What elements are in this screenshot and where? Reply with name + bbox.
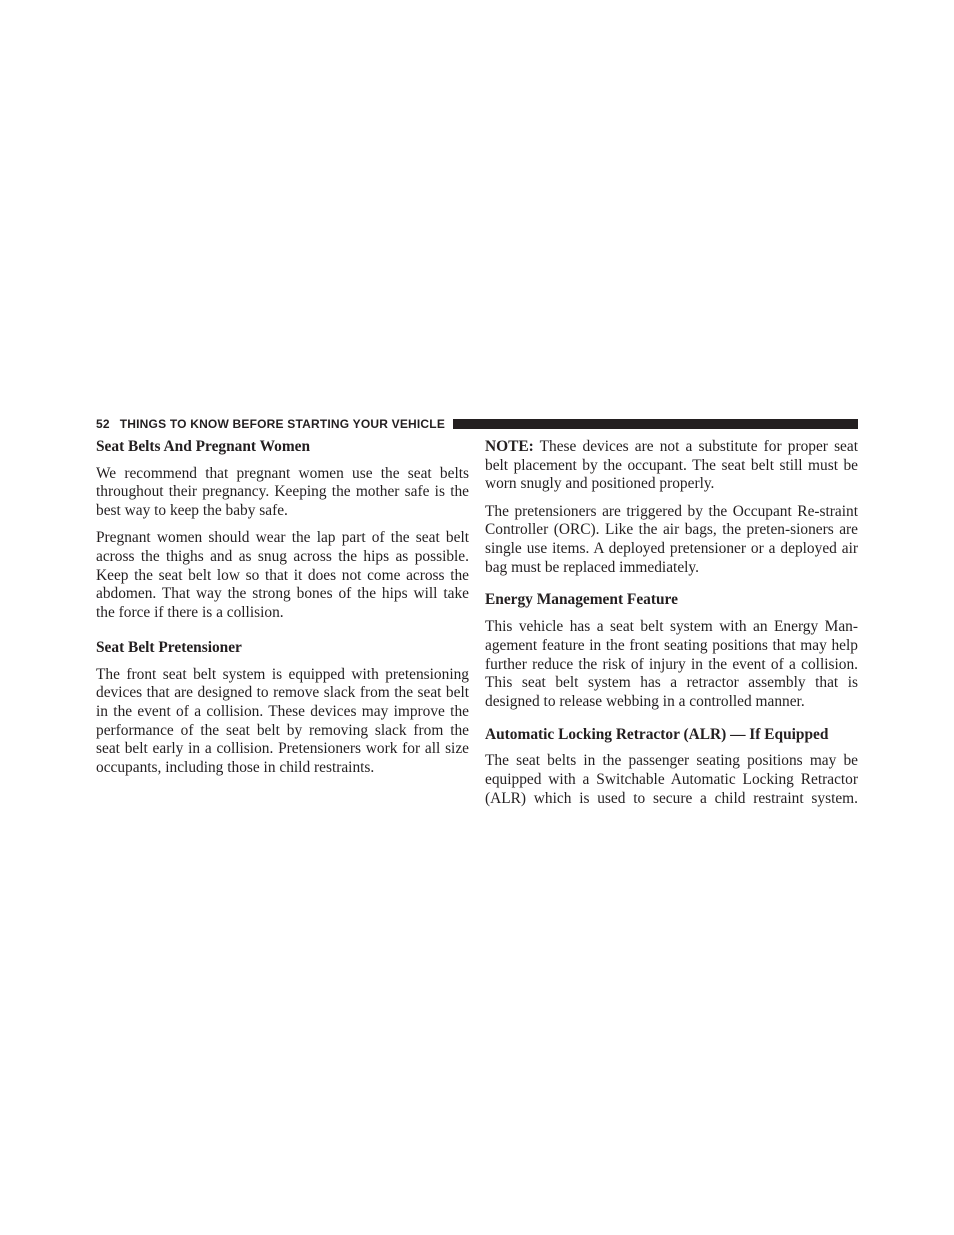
paragraph-alr: The seat belts in the passenger seating positions may be equipped with a Switchable Automatic Locking Retractor (ALR) which is used to secure a child restraint system.	[485, 752, 858, 807]
note-label: NOTE:	[485, 438, 534, 455]
heading-pregnant-women: Seat Belts And Pregnant Women	[96, 438, 311, 455]
paragraph-pregnant-recommendation: We recommend that pregnant women use the seat belts throughout their pregnancy. Keeping the mother safe is the best way to keep the baby safe.	[96, 464, 469, 520]
paragraph-pretensioner: The front seat belt system is equipped with pretensioning devices that are designed to remove slack from the seat belt in the event of a collision. These devices may improve the performance of the seat belt by removing slack from the seat belt early in a collision. Pretensioners work for all size occupants, including those in child restraints.	[96, 665, 469, 777]
heading-energy-management: Energy Management Feature	[485, 591, 678, 609]
page-header	[96, 415, 858, 433]
page-number: 52	[96, 417, 110, 431]
paragraph-note	[485, 438, 858, 494]
left-column	[96, 438, 469, 786]
note-text: These devices are not a substitute for proper seat belt placement by the occupant. The seat belt still must be worn snugly and positioned properly.	[485, 438, 858, 493]
right-column	[485, 438, 858, 817]
paragraph-pregnant-lap-belt: Pregnant women should wear the lap part of the seat belt across the thighs and as snug across the hips as possible. Keep the seat belt low so that it does not come across the abdomen. That way the strong bones of the hips will take the force if there is a collision.	[96, 529, 469, 622]
header-rule-bar	[453, 419, 858, 429]
section-title: THINGS TO KNOW BEFORE STARTING YOUR VEHICLE	[119, 417, 446, 431]
paragraph-energy-management: This vehicle has a seat belt system with an Energy Man-agement feature in the front seating positions that may help further reduce the risk of injury in the event of a collision. This seat belt system has a retractor assembly that is designed to release webbing in a controlled manner.	[485, 618, 858, 710]
paragraph-pretensioner-trigger: The pretensioners are triggered by the Occupant Re-straint Controller (ORC). Like the air bags, the preten-sioners are single use items. A deployed pretensioner or a deployed air bag must be replaced immediately.	[485, 502, 858, 576]
heading-alr: Automatic Locking Retractor (ALR) — If Equipped	[485, 725, 829, 743]
heading-seat-belt-pretensioner: Seat Belt Pretensioner	[96, 638, 242, 656]
